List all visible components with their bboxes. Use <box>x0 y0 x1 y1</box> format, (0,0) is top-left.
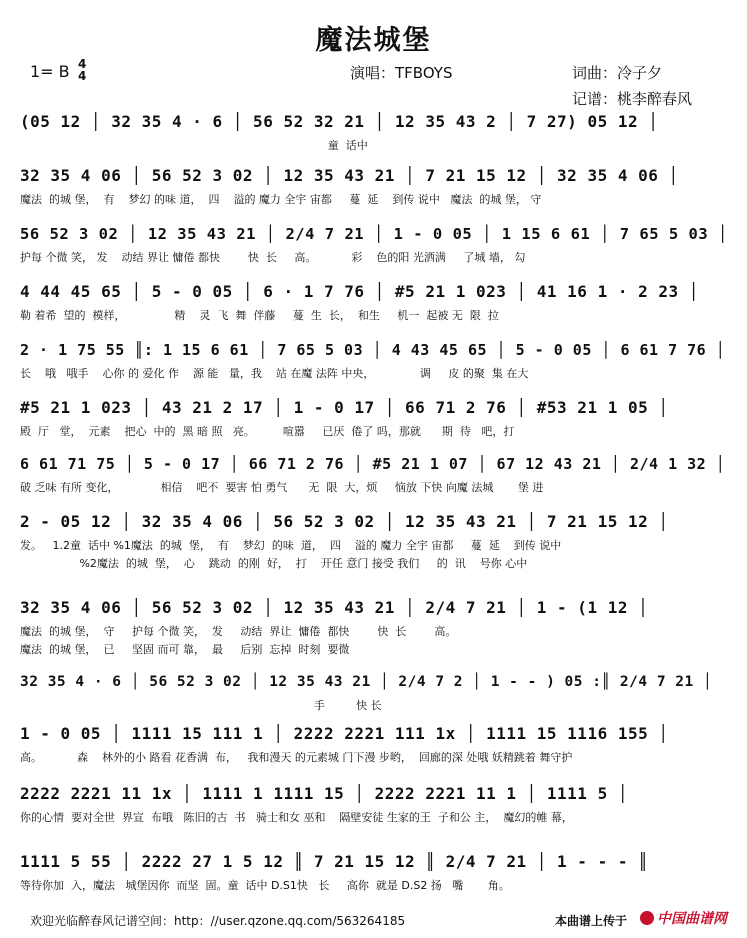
notation-line: 32 35 4 06 │ 56 52 3 02 │ 12 35 43 21 │ 7 21 15 12 │ 32 35 4 06 │ <box>20 166 679 185</box>
lyric-line-second-verse: %2魔法 的城 堡， 心 跳动 的刚 好， 打 开任 意门 接受 我们 的 讯 号你 心中 <box>20 557 528 570</box>
notation-line: #5 21 1 023 │ 43 21 2 17 │ 1 - 0 17 │ 66 71 2 76 │ #53 21 1 05 │ <box>20 398 669 417</box>
lyric-line: 殿 厅 堂， 元素 把心 中的 黑 暗 照 亮。 喧嚣 已厌 倦了 吗，那就 期 待 吧，打 <box>20 425 515 438</box>
lyric-line: 长 哦 哦手 心你 的 爱化 作 源 能 量，我 站 在魔 法阵 中央， 调 皮 的聚 集 在大 <box>20 367 529 380</box>
time-signature <box>78 58 86 82</box>
notation-line: 32 35 4 · 6 │ 56 52 3 02 │ 12 35 43 21 │ 2/4 7 2 │ 1 - - ) 05 :║ 2/4 7 21 │ <box>20 674 713 690</box>
notation-line: 32 35 4 06 │ 56 52 3 02 │ 12 35 43 21 │ 2/4 7 21 │ 1 - (1 12 │ <box>20 598 649 617</box>
meter-top: 4 <box>78 57 87 71</box>
singer-credit: 演唱：TFBOYS <box>350 64 453 82</box>
lyric-line: 护每 个微 笑， 发 动结 界让 慵倦 都快 快 长 高。 彩 色的阳 光洒满 了城 墙， 勾 <box>20 251 526 264</box>
footer-upload-text: 本曲谱上传于 <box>555 914 628 928</box>
lyric-line: 高。 森 林外的小 路看 花香满 布， 我和漫天 的元素城 门下漫 步哟， 回廊的深 处哦 妖精跳着 舞守护 <box>20 751 573 764</box>
logo-text: 中国曲谱网 <box>657 911 727 927</box>
transcriber-credit: 记谱：桃李醉春风 <box>572 90 693 108</box>
lyric-line: 等待你加 入，魔法 城堡因你 而坚 固。童 话中 D.S1快 长 高你 就是 D.S2 扬 嘴 角。 <box>20 879 510 892</box>
lyric-line: 发。 1.2童 话中 %1魔法 的城 堡， 有 梦幻 的味 道， 四 溢的 魔力 全宇 宙都 蔓 延 到传 说中 <box>20 539 562 552</box>
notation-line: (05 12 │ 32 35 4 · 6 │ 56 52 32 21 │ 12 35 43 2 │ 7 27) 05 12 │ <box>20 112 659 131</box>
page-title: 魔法城堡 <box>315 25 432 56</box>
lyric-line: 你的心情 要对全世 界宣 布哦 陈旧的古 书 骑士和女 巫和 隔壁安徒 生家的王 子和公 主， 魔幻的帷 幕， <box>20 811 573 824</box>
notation-line: 4 44 45 65 │ 5 - 0 05 │ 6 · 1 7 76 │ #5 21 1 023 │ 41 16 1 · 2 23 │ <box>20 282 699 301</box>
lyric-line: 破 乏味 有所 变化， 相信 吧不 要害 怕 勇气 无 限 大，烦 恼放 下快 向魔 法城 堡 进 <box>20 481 544 494</box>
key-signature: 1= B <box>30 62 70 81</box>
notation-line: 6 61 71 75 │ 5 - 0 17 │ 66 71 2 76 │ #5 21 1 07 │ 67 12 43 21 │ 2/4 1 32 │ <box>20 455 726 473</box>
lyric-line: 魔法 的城 堡， 有 梦幻 的味 道， 四 溢的 魔力 全宇 宙都 蔓 延 到传 说中 魔法 的城 堡， 守 <box>20 193 542 206</box>
lyric-line: 童 话中 <box>20 139 368 152</box>
lyric-line: 魔法 的城 堡， 守 护每 个微 笑， 发 动结 界让 慵倦 都快 快 长 高。 <box>20 625 457 638</box>
meter-bottom: 4 <box>78 69 87 83</box>
notation-line: 2222 2221 11 1x │ 1111 1 1111 15 │ 2222 2221 11 1 │ 1111 5 │ <box>20 784 628 803</box>
notation-line: 2 - 05 12 │ 32 35 4 06 │ 56 52 3 02 │ 12 35 43 21 │ 7 21 15 12 │ <box>20 512 669 531</box>
notation-line: 56 52 3 02 │ 12 35 43 21 │ 2/4 7 21 │ 1 - 0 05 │ 1 15 6 61 │ 7 65 5 03 │ <box>20 225 728 243</box>
logo-icon <box>640 911 654 925</box>
composer-credit: 词曲：冷子夕 <box>572 64 663 82</box>
lyric-line: 手 快 长 <box>20 699 382 712</box>
site-logo <box>640 908 727 928</box>
notation-line: 2 · 1 75 55 ║: 1 15 6 61 │ 7 65 5 03 │ 4 43 45 65 │ 5 - 0 05 │ 6 61 7 76 │ <box>20 341 726 359</box>
notation-line: 1111 5 55 │ 2222 27 1 5 12 ║ 7 21 15 12 ║ 2/4 7 21 │ 1 - - - ║ <box>20 852 649 871</box>
lyric-line: 勒 着希 望的 模样， 精 灵 飞 舞 伴藤 蔓 生 长， 和生 机一 起被 无 限 拉 <box>20 309 499 322</box>
footer-link-text: 欢迎光临醉春风记谱空间：http：//user.qzone.qq.com/563264185 <box>30 914 406 928</box>
lyric-line-second-verse: 魔法 的城 堡， 已 坚固 而可 靠， 最 后别 忘掉 时刻 要微 <box>20 643 350 656</box>
notation-line: 1 - 0 05 │ 1111 15 111 1 │ 2222 2221 111 1x │ 1111 15 1116 155 │ <box>20 724 669 743</box>
